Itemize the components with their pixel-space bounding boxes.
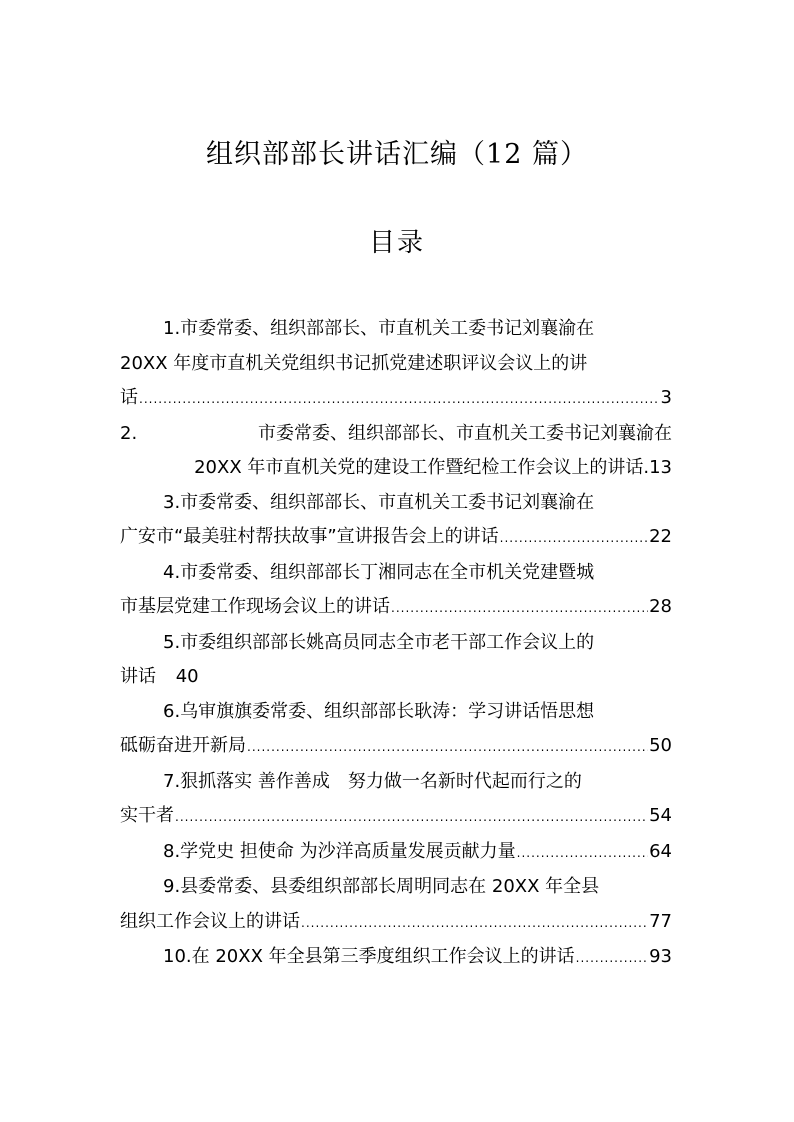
toc-entry-text: 组织工作会议上的讲话 (120, 910, 300, 932)
toc-page-number: 54 (649, 805, 672, 826)
dot-leader (247, 730, 648, 765)
toc-page-number: 40 (175, 666, 199, 687)
toc-entry-3[interactable] (120, 486, 672, 556)
dot-leader (301, 906, 648, 941)
toc-entry-line (120, 451, 672, 486)
toc-heading: 目录 (368, 228, 425, 258)
toc-entry-line: 6.乌审旗旗委常委、组织部部长耿涛：学习讲话悟思想 (163, 700, 595, 722)
toc-entry-text: 砥砺奋进开新局 (120, 735, 246, 756)
toc-page-number: 3 (660, 387, 672, 408)
toc-entry-1[interactable] (120, 312, 672, 417)
dot-leader (517, 836, 648, 871)
toc-entry-text: 10.在 20XX 年全县第三季度组织工作会议上的讲话 (163, 946, 575, 967)
toc-page-number: 64 (649, 840, 672, 862)
toc-entry-line: 4.市委常委、组织部部长丁湘同志在全市机关党建暨城 (163, 561, 595, 583)
toc-entry-text: 8.学党史 担使命 为沙洋高质量发展贡献力量 (163, 840, 516, 862)
toc-page-number: 77 (649, 910, 672, 932)
toc-entry-5[interactable] (120, 626, 672, 695)
toc-entry-leader-line (120, 381, 672, 417)
toc-entry-9[interactable] (120, 870, 672, 940)
toc-page-number: 28 (649, 596, 672, 617)
toc-entry-line: 3.市委常委、组织部部长、市直机关工委书记刘襄渝在 (163, 491, 595, 513)
toc-entry-line: 20XX 年度市直机关党组织书记抓党建述职评议会议上的讲 (120, 352, 588, 374)
table-of-contents (120, 312, 672, 976)
dot-leader (139, 382, 660, 417)
toc-entry-number: 2. (120, 422, 138, 444)
toc-entry-4[interactable] (120, 556, 672, 626)
toc-entry-leader-line (120, 835, 672, 871)
toc-entry-line: 9.县委常委、县委组织部部长周明同志在 20XX 年全县 (163, 876, 600, 897)
toc-page-number: 22 (649, 526, 672, 547)
toc-entry-text: 讲话 (120, 666, 156, 687)
toc-entry-6[interactable] (120, 695, 672, 765)
toc-entry-leader-line (120, 905, 672, 941)
toc-entry-leader-line (120, 729, 672, 765)
document-title: 组织部部长讲话汇编（12 篇） (206, 139, 588, 170)
toc-entry-8[interactable] (120, 835, 672, 871)
toc-page-number: 13 (649, 457, 672, 478)
toc-entry-leader-line (120, 799, 672, 835)
dot-leader (175, 800, 648, 835)
dot-leader (391, 591, 648, 626)
dot-leader (576, 941, 648, 976)
dot-leader (500, 521, 648, 556)
toc-entry-leader-line (120, 940, 672, 976)
toc-entry-leader-line (120, 520, 672, 556)
toc-entry-leader-line (120, 590, 672, 626)
toc-entry-text: 市委常委、组织部部长、市直机关工委书记刘襄渝在 (258, 422, 672, 444)
toc-entry-line: 7.狠抓落实 善作善成 努力做一名新时代起而行之的 (163, 770, 582, 792)
toc-entry-line: 1.市委常委、组织部部长、市直机关工委书记刘襄渝在 (163, 318, 595, 339)
toc-page-number: 93 (649, 946, 672, 967)
toc-entry-7[interactable] (120, 765, 672, 835)
toc-entry-text: 20XX 年市直机关党的建设工作暨纪检工作会议上的讲话. (194, 457, 650, 478)
toc-entry-text: 话 (120, 387, 138, 408)
toc-entry-text: 市基层党建工作现场会议上的讲话 (120, 596, 390, 617)
toc-entry-text: 广安市“最美驻村帮扶故事”宣讲报告会上的讲话 (120, 526, 499, 547)
toc-entry-10[interactable] (120, 940, 672, 976)
toc-entry-text: 实干者 (120, 805, 174, 826)
toc-entry-2[interactable] (120, 417, 672, 486)
toc-entry-line (120, 417, 672, 452)
toc-entry-line (120, 660, 672, 695)
toc-page-number: 50 (649, 735, 672, 756)
toc-entry-line: 5.市委组织部部长姚高员同志全市老干部工作会议上的 (163, 631, 595, 653)
